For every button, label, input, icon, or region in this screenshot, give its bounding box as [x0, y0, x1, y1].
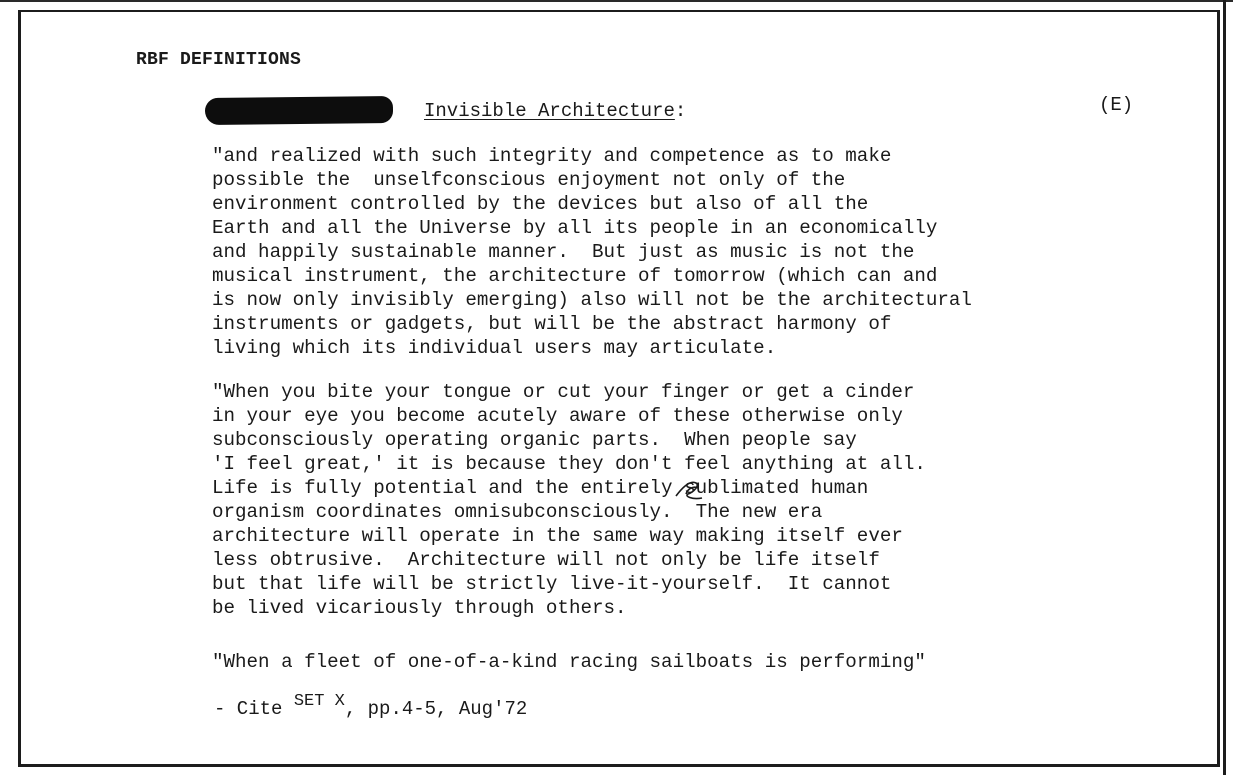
entry-title [424, 100, 686, 122]
top-border-line [0, 0, 1233, 2]
citation [214, 692, 528, 720]
citation-details: , pp.4-5, Aug'72 [344, 698, 528, 720]
redaction-bar [205, 96, 393, 125]
entry-title-text: Invisible Architecture [424, 100, 675, 122]
handwritten-correction-mark [672, 474, 710, 504]
right-border-rule [1223, 0, 1226, 775]
citation-prefix: - Cite [214, 698, 294, 720]
entry-category: (E) [1099, 94, 1134, 116]
quote-paragraph-2: "When you bite your tongue or cut your finger or get a cinder in your eye you become acutely aware of these otherwise only subconsciously operating organic parts. When people say 'I feel great,' it is because they don't feel anything at all. Life is fully potential and the entirely sublimated human organism coordinates omnisubconsciously. The new era architecture will operate in the same way making itself ever less obtrusive. Architecture will not only be life itself but that life will be strictly live-it-yourself. It cannot be lived vicariously through others. [212, 381, 926, 619]
quote-paragraph-1: "and realized with such integrity and competence as to make possible the unselfconscious enjoyment not only of the environment controlled by the devices but also of all the Earth and all the Universe by all its people in an economically and happily sustainable manner. But just as music is not the musical instrument, the architecture of tomorrow (which can and is now only invisibly emerging) also will not be the architectural instruments or gadgets, but will be the abstract harmony of living which its individual users may articulate. [212, 145, 972, 359]
quote-paragraph-3: "When a fleet of one-of-a-kind racing sailboats is performing" [212, 651, 926, 673]
entry-title-colon: : [674, 100, 687, 122]
section-heading: RBF DEFINITIONS [136, 50, 302, 70]
citation-source: SET X [293, 692, 345, 711]
